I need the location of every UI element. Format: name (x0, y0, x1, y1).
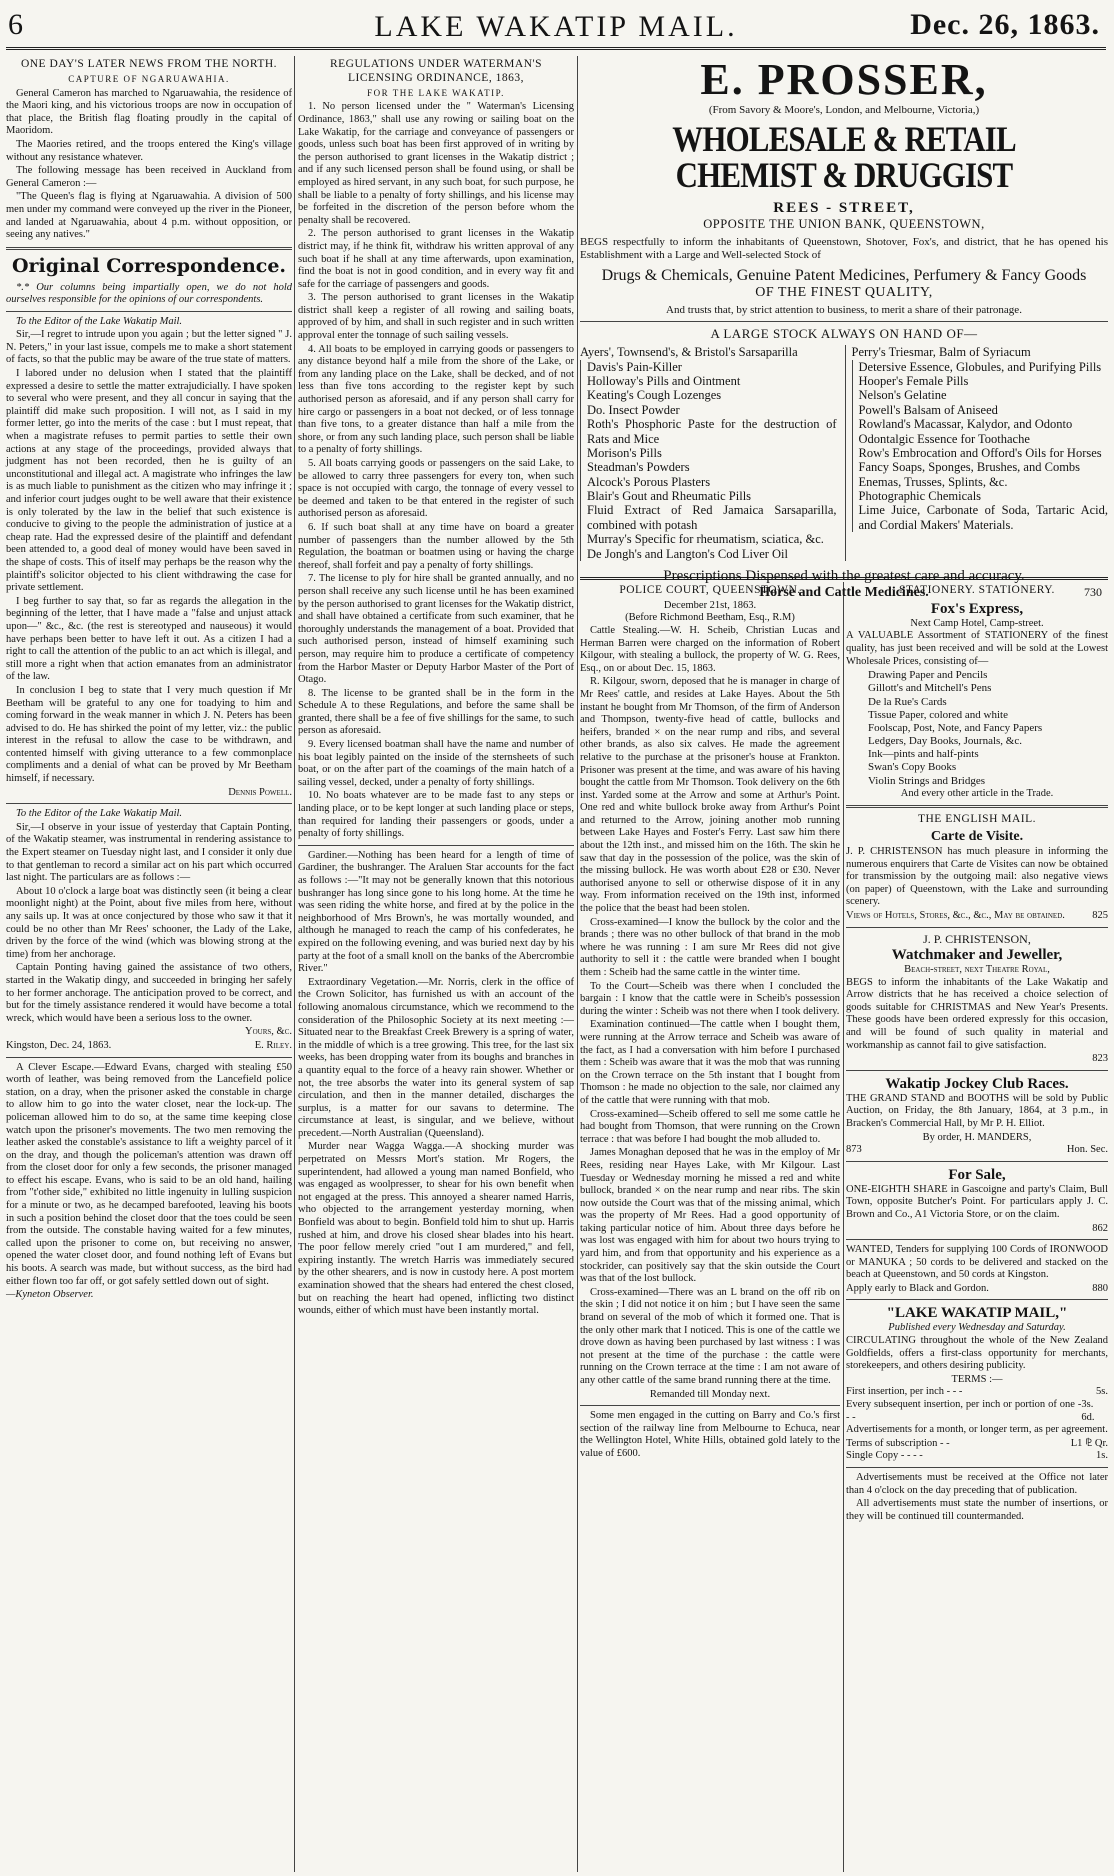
stock-list-right (845, 345, 1109, 561)
stock-item: Perry's Triesmar, Balm of Syriacum (851, 345, 1031, 360)
divider (846, 1161, 1108, 1162)
divider (846, 1299, 1108, 1300)
regulation-item: 5. All boats carrying goods or passengers on the said Lake, to be allowed to carry three passengers for every ton, when such space is not occupied with cargo, the tonnage of every vessel to be deemed and taken to be that entered in the register of such authorised person as aforesaid. (298, 458, 574, 520)
letter-paragraph: I labored under no delusion when I stated that the plaintiff expressed a desire to settle the matter extrajudicially. I have spoken to several who were present, and they all concur in saying that the plaintiff did make such proposition. I will not, as I said in my former letter, go into the merits of the case : but I must repeat, that when a magistrate refuses to permit parties to settle their own actions at any stage of the proceedings, provided always that judgment has not been recorded, then he is guilty of an unconstitutional and illegal act. A magistrate who infringes the law is as much liable to punishment as the citizen who may infringe it ; and inferior court judges ought to be well aware that their existence is only tolerated by the law in the belief that such existence is conducive to giving to the people the administration of justice at a cheap rate. Had the expressed desire of the plaintiff and defendant been attended to, a good deal of money would have been saved in the shape of costs. This of itself may perhaps be the reason why the plaintiff's solicitor objected to his client withdrawing the case for private settlement. (6, 368, 292, 594)
ad-number: 880 (1092, 1282, 1108, 1294)
regulations-headline: REGULATIONS UNDER WATERMAN'S LICENSING ORDINANCE, 1863, (329, 58, 542, 84)
stock-item: Holloway's Pills and Ointment (580, 374, 837, 388)
subscription-price: 1s. (1096, 1450, 1108, 1462)
divider (846, 1467, 1108, 1468)
court-paragraph: Cattle Stealing.—W. H. Scheib, Christian Lucas and Herman Barren were charged on the information of Robert Kilgour, with stealing a bullock, the property of W. G. Rees, Esq., on or about Dec. 15, 1863. (580, 624, 840, 674)
street-name: REES - STREET, (773, 200, 915, 217)
masthead (6, 4, 1106, 50)
court-magistrate: (Before Richmond Beetham, Esq., R.M) (625, 612, 795, 624)
stock-item: Do. Insect Powder (580, 403, 837, 417)
divider (6, 803, 292, 804)
letter-paragraph: In conclusion I beg to state that I very much question if Mr Beetham will be grateful to any one for toadying to him and coming forward in the weak manner in which J. N. Peters has been advised to do. He has shirked the point of my letter, viz.: the public interest in the refusal to allow the case to be withdrawn, and contented himself with giving utterance to a few commonplace compliments and a denial of what can be proved by Mr Beetham himself, if necessary. (6, 684, 292, 785)
watchmaker-title: Watchmaker and Jeweller, (891, 947, 1063, 963)
prescriptions-line: Prescriptions Dispensed with the greatest care and accuracy. (663, 567, 1025, 584)
regulation-item: 9. Every licensed boatman shall have the name and number of his boat legibly painted on the inside of the sternsheets of such boat, or on the after part of the coamings of the main hatch of a sailing vessel, decked, under a penalty of forty shillings. (298, 739, 574, 788)
news-paragraph: The Maories retired, and the troops entered the King's village without any resistance whatever. (6, 138, 292, 163)
divider (6, 1057, 292, 1058)
stationery-item: Swan's Copy Books (868, 761, 957, 774)
issue-date: Dec. 26, 1863. (910, 8, 1100, 41)
court-paragraph: Cross-examined—There was an L brand on the off rib on the skin ; I did not notice it on him ; but I have seen the same brand on several of the mob of which it formed one. That is the only other mark that I noticed. This is one of the cattle we drove down as having been purchased by last witness : I was not present at the time of the purchase : the cattle were running on the Crown terrace at the time : I am not aware of any other cattle of the same brand running there at the time. (580, 1286, 840, 1387)
ad-number: 730 (1084, 584, 1102, 599)
news-paragraph: General Cameron has marched to Ngaruawahia, the residence of the Maori king, and his victorious troops are now in occupation of that place, the British flag floating proudly in the capital of Maoridom. (6, 87, 292, 137)
court-paragraph: Examination continued—The cattle when I bought them, were running at the Arrow terrace and Scheib was aware of the fact, as I had a conversation with him before I purchased them : Scheib was aware that it was the mob that was running on the Crown terrace on the 5th instant that I bought from Thomson : he made no objection to the sale, nor claimed any of the cattle that were running with that mob. (580, 1019, 840, 1106)
stock-item: Hooper's Female Pills (852, 374, 1109, 388)
divider (580, 1405, 840, 1406)
stock-item: Murray's Specific for rheumatism, sciatica, &c. (580, 532, 837, 546)
jockey-secretary: Hon. Sec. (1066, 1144, 1108, 1156)
stock-list (580, 345, 1108, 561)
column-rule (577, 56, 578, 1872)
wanted-text: WANTED, Tenders for supplying 100 Cords of IRONWOOD or MANUKA ; 50 cords to be delivered and stacked on the beach at Queenstown, and 50 cords at Kingston. (846, 1244, 1108, 1281)
stationery-item: De la Rue's Cards (868, 695, 947, 708)
column-1 (6, 56, 292, 1872)
terms-price: 5s. (1096, 1386, 1108, 1398)
letter-paragraph: Captain Ponting having gained the assistance of two others, started in the Wakatip dingy, and succeeded in bringing her safely to her former anchorage. The anticipation proved to be correct, and but for the timely assistance rendered it would have become a total wreck, which would have been a serious loss to the owner. (6, 962, 292, 1024)
page-number: 6 (8, 8, 23, 41)
escape-source: —Kyneton Observer. (6, 1289, 94, 1301)
news-item: Extraordinary Vegetation.—Mr. Norris, clerk in the office of the Crown Solicitor, has furnished us with an account of the following anomalous circumstance, which we recommend to the consideration of the Philosophic Society at its next meeting :—Situated near to the Breakfast Creek Brewery is a spring of water, in the middle of which is a tree growing. This tree, for the last six weeks, has been dropping water from its boughs and branches in a quantity equal to the force of a heavy rain shower. Whether or not, the tree absorbs the water into its general system of sap circulation, and then in the manner detailed, discharges the surplus, is a matter for our savans to determine. The circumstance at least, is singular, and we believe, without precedent.—North Australian (Queensland). (298, 976, 574, 1139)
deadline-note: Advertisements must be received at the Office not later than 4 o'clock on the day preceding that of publication. (846, 1472, 1108, 1496)
stock-item: Powell's Balsam of Aniseed (852, 403, 1109, 417)
stock-item: Roth's Phosphoric Paste for the destruction of Rats and Mice (580, 417, 837, 446)
newspaper-title: LAKE WAKATIP MAIL. (374, 10, 738, 43)
escape-paragraph: A Clever Escape.—Edward Evans, charged with stealing £50 worth of leather, was being removed from the Lancefield police station, on a dray, when the prisoner asked the constable in charge to allow him to go into the water closet, near the lock-up. The policeman allowed him to do so, at the same time keeping close watch upon the prisoner's movements. The two men removing the leather asked the constable's assistance to lift a weighty parcel of it on the dray, and though the policeman's attention was drawn off from the closet door for only a few seconds, the prisoner managed to effect his escape. Evans, who is said to be an old hand, hailing from "t'other side," exhibited no little ingenuity in lulling suspicion for a minute or two, as he decamped barefooted, leaving his boots in such a position behind the closet door that the toes could be seen from the outside. The constable having waited for a few minutes, called upon the prisoner to come on, but receiving no answer, opened the water closet door, and found nothing left of Evans but his boots. A search was made, but without success, as the bird had either flown too far off, or got safely settled down out of sight. (6, 1061, 292, 1287)
regulations-subheadline: FOR THE LAKE WAKATIP. (367, 87, 505, 98)
terms-label: First insertion, per inch - - - (846, 1386, 963, 1398)
stationery-item: Tissue Paper, colored and white (868, 708, 1008, 721)
carte-views-row (846, 910, 1108, 923)
letter-paragraph: I beg further to say that, so far as regards the allegation in the beginning of the letter, that I have made a "false and unjust attack upon—" &c., &c. (the rest is stereotyped and nauseous) it would have perhaps been better to have left it out. As a citizen I had a right to call the attention of the public to an act which is illegal, and still more a right when that action emanates from an administrator of the law. (6, 595, 292, 683)
stock-item: De Jongh's and Langton's Cod Liver Oil (580, 547, 837, 561)
mail-title: "LAKE WAKATIP MAIL," (886, 1305, 1068, 1322)
trade-title: WHOLESALE & RETAIL CHEMIST & DRUGGIST (672, 119, 1016, 196)
wanted-apply: Apply early to Black and Gordon. (846, 1282, 989, 1294)
stock-list-left (580, 345, 837, 561)
news-headline: ONE DAY'S LATER NEWS FROM THE NORTH. (20, 58, 278, 70)
stock-item: Photographic Chemicals (852, 489, 1109, 503)
court-remand: Remanded till Monday next. (649, 1388, 771, 1400)
carte-text: J. P. CHRISTENSON has much pleasure in informing the numerous enquirers that Carte de Visites can now be obtained for transmission by the outgoing mail: also negative views (on paper) of Queenstown, with the Lake and surrounding scenery. (846, 846, 1108, 908)
ad-intro: BEGS respectfully to inform the inhabitants of Queenstown, Shotover, Fox's, and district, that he has opened his Establishment with a Large and Well-selected Stock of (580, 236, 1108, 262)
ad-number: 873 (846, 1144, 862, 1156)
letter-closing: Yours, &c. (245, 1026, 292, 1038)
mail-publication: Published every Wednesday and Saturday. (888, 1322, 1066, 1334)
sale-title: For Sale, (948, 1166, 1006, 1183)
court-paragraph: Cross-examined—I know the bullock by the color and the brands ; there was no other bullock of that brand in the mob where he was running : I am sure Mr Rees did not give authority to sell it : the cattle were branded when I bought them : Scheib had the same cattle in the winter time. (580, 916, 840, 979)
stock-item: Row's Embrocation and Offord's Oils for Horses (852, 446, 1109, 460)
court-paragraph: R. Kilgour, sworn, deposed that he is manager in charge of Mr Rees' cattle, and resides at Lake Hayes. About the 5th instant he bought from Mr Thomson, of the firm of Anderson and Thompson, twenty-five head of cattle, bullocks and heifers, branded × on the near rump and ribs, and several other brands, as also six calves. He made the agreement relative to the purchase at the prisoner's house at Frankton. Prisoner was present at the time, and was aware of his having bought the cattle from Mr Thomson. Took delivery on the 6th inst. Yarded some at the Arrow and some at Arthur's Point. One red and white bullock broke away from Arthur's Point and returned to the Arrow, joining another mob running between Lake Hayes and Foster's Ferry. Last saw him there about the 12th inst., and missed him on the 16th. The skin he saw that day in the possession of the police, was the skin of the missing bullock. He was worth about £28 or £30. Never authorised anyone to sell or otherwise dispose of it in any way. From information received on the 19th inst, informed the police that the beast had been stolen. (580, 676, 840, 915)
stock-item: Rowland's Macassar, Kalydor, and Odonto (852, 417, 1109, 431)
insertions-note: All advertisements must state the number of insertions, or they will be continued till countermanded. (846, 1498, 1108, 1522)
english-mail-heading: THE ENGLISH MAIL. (917, 813, 1037, 826)
court-headline: POLICE COURT, QUEENSTOWN. (619, 584, 801, 596)
news-paragraph: The following message has been received in Auckland from General Cameron :— (6, 165, 292, 189)
divider (580, 321, 1108, 322)
letter-paragraph: Sir,—I regret to intrude upon you again ; but the letter signed " J. N. Peters," in your last issue, compels me to make a short statement of facts, so that the public may be aware of the true state of matters. (6, 329, 292, 366)
column-4 (846, 582, 1108, 1872)
terms-price: 3s. 6d. (1081, 1399, 1095, 1423)
court-paragraph: Cross-examined—Scheib offered to sell me some cattle he had bought from Thomson, that were running on the Crown terrace : that was before I had bought the mob alluded to. (580, 1108, 840, 1145)
column-rule (294, 56, 295, 1872)
stock-item: Steadman's Powders (580, 460, 837, 474)
carte-views: Views of Hotels, Stores, &c., &c., May be obtained. (846, 910, 1065, 922)
regulation-item: 3. The person authorised to grant licenses in the Wakatip district shall keep a register of all rowing and sailing boats, approved of by him, and shall in such register and in such written approval enter the tonnage of such sailing vessels. (298, 292, 574, 342)
stationery-item: Ink—pints and half-pints (868, 748, 979, 761)
court-paragraph: To the Court—Scheib was there when I concluded the bargain : I know that the cattle were in Scheib's possession during the winter : Scheib was not there when I took delivery. (580, 980, 840, 1017)
advertiser-origin: (From Savory & Moore's, London, and Melbourne, Victoria,) (708, 104, 980, 116)
jockey-by: By order, H. MANDERS, (922, 1131, 1032, 1143)
terms-row (846, 1386, 1108, 1399)
subscription-label: Single Copy - - - - (846, 1450, 923, 1462)
subscription-row (846, 1438, 1108, 1451)
stationery-item: Ledgers, Day Books, Journals, &c. (868, 735, 1022, 748)
letter-salutation: To the Editor of the Lake Wakatip Mail. (16, 315, 183, 327)
regulation-item: 7. The license to ply for hire shall be granted annually, and no person shall receive any such license until he has been examined by the person authorised to grant licenses for the Wakatip district, and shall have obtained a certificate from such examiner, that he thoroughly understands the management of a boat. Provided that such authorised person, instead of himself examining such person, may require him to produce a certificate of competency from the Harbor Master or Deputy Harbor Master of the Port of Otago. (298, 573, 574, 686)
foxs-intro: A VALUABLE Assortment of STATIONERY of the finest quality, has just been received and will be sold at the Lowest Wholesale Prices, consisting of— (846, 630, 1108, 667)
divider (6, 311, 292, 312)
foxs-end: And every other article in the Trade. (900, 787, 1054, 799)
letter-signature: E. Riley. (254, 1039, 292, 1051)
terms-label: Every subsequent insertion, per inch or portion of one - - - (846, 1399, 1082, 1423)
stationery-heading: STATIONERY. STATIONERY. (899, 584, 1055, 596)
stationery-item: Foolscap, Post, Note, and Fancy Papers (868, 721, 1043, 734)
regulation-item: 8. The license to be granted shall be in the form in the Schedule A to these Regulations, and before the same shall be granted, there shall be a fee of five shillings for the same, to such person as aforesaid. (298, 687, 574, 737)
mail-text: CIRCULATING throughout the whole of the New Zealand Goldfields, offers a first-class opportunity for merchants, storekeepers, and others desiring publicity. (846, 1335, 1108, 1372)
regulation-item: 2. The person authorised to grant licenses in the Wakatip district may, if he think fit, withdraw his written approval of any such boat if he shall at any time afterwards, upon examination, find the boat is not in good condition, and in every way fit and safe for the carriage of passengers and goods. (298, 228, 574, 290)
court-paragraph: James Monaghan deposed that he was in the employ of Mr Rees, residing near Hayes Lake, with Mr Kilgour. Last Tuesday or Wednesday morning he missed a red and white bullock, branded × on the near rump and near ribs. The skin now outside the Court was that of the missing animal, which was the property of Mr Rees. Had a good opportunity of taking particular notice of him. About three days before he was lost was engaged with him for about two hours trying to yard him, and from that opportunity and his experience as a stockrider, can positively say that the skin outside the Court was that of the lost bullock. (580, 1147, 840, 1285)
disclaimer: *.* Our columns being impartially open, we do not hold ourselves responsible for the opinions of our correspondents. (6, 281, 292, 306)
stationery-list (868, 669, 1108, 788)
divider (846, 927, 1108, 928)
wanted-apply-row (846, 1283, 1108, 1296)
divider (846, 805, 1108, 808)
ad-number: 825 (1092, 910, 1108, 922)
watchmaker-address: Beach-street, next Theatre Royal, (904, 964, 1050, 975)
news-subheadline: CAPTURE OF NGARUAWAHIA. (68, 73, 230, 84)
stock-item: Morison's Pills (580, 446, 837, 460)
watchmaker-text: BEGS to inform the inhabitants of the Lake Wakatip and Arrow districts that he has received a choice selection of goods suitable for CHRISTMAS and New Year's Presents. These goods have been ordered expressly for this occasion, and will be found of such quality in material and workmanship as cannot fail to give satisfaction. (846, 976, 1108, 1051)
stock-item: Blair's Gout and Rheumatic Pills (580, 489, 837, 503)
quality-line: OF THE FINEST QUALITY, (755, 284, 933, 300)
letter-signoff (6, 1040, 292, 1053)
regulation-item: 4. All boats to be employed in carrying goods or passengers to any distance beyond half a mile from the shore of the Lake, or from any landing place on the Lake, shall be decked, and of not less than five tons according to the register kept by such authorised person as aforesaid, and if any person shall carry for hire cargo or passengers in a boat not decked, or of less tonnage than five tons, to a greater distance than half a mile from the shore, or from any such landing place, such person shall be liable to a penalty of forty shillings. (298, 343, 574, 456)
stock-item: Davis's Pain-Killer (580, 360, 837, 374)
letter-place-date: Kingston, Dec. 24, 1863. (6, 1039, 112, 1051)
foxs-title: Fox's Express, (930, 600, 1024, 617)
jockey-title: Wakatip Jockey Club Races. (885, 1075, 1069, 1092)
subscription-price: L1 ⅊ Qr. (1070, 1437, 1108, 1449)
divider (298, 845, 574, 846)
column-3 (580, 582, 840, 1872)
terms-heading: TERMS :— (951, 1373, 1003, 1385)
stationery-item: Drawing Paper and Pencils (868, 669, 988, 682)
trusts-line: And trusts that, by strict attention to business, to merit a share of their patronage. (666, 303, 1022, 316)
stock-item: Detersive Essence, Globules, and Purifying Pills (852, 360, 1109, 374)
news-paragraph: "The Queen's flag is flying at Ngaruawahia. A division of 500 men under my command were conveyed up the river in the Pioneer, and landed at Ngaruawahia, about 4 p.m. without opposition, or seeing any natives." (6, 191, 292, 241)
address-line: OPPOSITE THE UNION BANK, QUEENSTOWN, (703, 217, 985, 232)
carte-title: Carte de Visite. (930, 829, 1024, 845)
news-item: Gardiner.—Nothing has been heard for a length of time of Gardiner, the bushranger. The Araluen Star accounts for the fact as follows :—"It may not be generally known that this notorious bushranger has long since gone to his long home. At the time he was seen riding the white horse, and fired at by the police in the neighborhood of Mrs Brown's, he was mortally wounded, and although he managed to reach the camp of his confederates, he expired on the following evening, and was buried next day by his party at the foot of a small knoll on the banks of the Abercrombie River." (298, 849, 574, 975)
terms-note: Advertisements for a month, or longer term, as per agreement. (846, 1424, 1108, 1436)
regulation-item: 1. No person licensed under the " Waterman's Licensing Ordinance, 1863," shall use any rowing or sailing boat on the Lake Wakatip, for the carriage and conveyance of passengers or goods, unless such boat has been first approved of in writing by the person authorised to grant licenses in the Wakatip district ; and if any such licensed person shall be found using, or shall be employed as hired servant, in any such boat, for such purpose, he shall be liable to a penalty of forty shillings, and his license may be forfeited in the discretion of the person before whom the penalty shall be recovered. (298, 101, 574, 226)
divider (6, 247, 292, 250)
advertiser-name: E. PROSSER, (700, 55, 988, 104)
jockey-text: THE GRAND STAND and BOOTHS will be sold by Public Auction, on Friday, the 8th January, 1864, at 3 p.m., in Bracken's Commercial Hall, by Mr P. H. Elliot. (846, 1092, 1108, 1129)
stock-item: Odontalgic Essence for Toothache (852, 432, 1109, 446)
drugs-line: Drugs & Chemicals, Genuine Patent Medicines, Perfumery & Fancy Goods (601, 266, 1087, 284)
column-2 (298, 56, 574, 1872)
correspondence-heading: Original Correspondence. (11, 254, 287, 277)
letter-paragraph: About 10 o'clock a large boat was distinctly seen (it being a clear moonlight night) at the Point, about five miles from here, without any sails up. It was at once conjectured by those who saw it that it could be no other than Mr Rees' schooner, the Lady of the Lake, driven by the force of the wind (which was blowing strong at the time) from her anchorage. (6, 885, 292, 960)
railway-paragraph: Some men engaged in the cutting on Barry and Co.'s first section of the railway line from Melbourne to Echuca, near the Wellington Hotel, White Hills, obtained gold lately to the value of £600. (580, 1410, 840, 1459)
stock-item: Fancy Soaps, Sponges, Brushes, and Combs (852, 460, 1109, 474)
letter-paragraph: Sir,—I observe in your issue of yesterday that Captain Ponting, of the Wakatip steamer, was instrumental in rendering assistance to the Expert steamer on Tuesday night last, and I consider it only due to that gentleman to record a similar act on his part which occurred last night. The particulars are as follows :— (6, 821, 292, 884)
horse-text: Horse and Cattle Medicines. (759, 584, 929, 600)
news-item: Murder near Wagga Wagga.—A shocking murder was perpetrated on Messrs Mort's station. Mr Rogers, the superintendent, had allowed a young man named Bonfield, who was engaged as woolpresser, to shear for his own benefit when not engaged at the press. This annoyed a shearer named Harris, who objected to the arrangement yesterday morning, when Bonfield was about to begin. Bonfield told him to shut up. Harris rushed at him, and drove his closed shear blades into his heart. The poor fellow merely cried "out I am murdered," and fell, expiring instantly. The wretch Harris was immediately secured by the other shearers, and is now in custody here. A post mortem examination showed that the shears had entered the chest closed, but on reaching the heart had opened, inflicting two distinct wounds, either of which must have been instantly mortal. (298, 1141, 574, 1317)
regulation-item: 10. No boats whatever are to be made fast to any steps or landing place, or to be kept longer at such landing place or steps, than required for landing their passengers or goods, under a penalty of forty shillings. (298, 790, 574, 840)
stock-item: Keating's Cough Lozenges (580, 388, 837, 402)
stock-item: Ayers', Townsend's, & Bristol's Sarsaparilla (580, 345, 798, 360)
jockey-sign-row (846, 1144, 1108, 1157)
letter-salutation: To the Editor of the Lake Wakatip Mail. (16, 808, 183, 820)
stock-item: Fluid Extract of Red Jamaica Sarsaparilla, combined with potash (580, 503, 837, 532)
foxs-address: Next Camp Hotel, Camp-street. (910, 617, 1044, 629)
divider (846, 1239, 1108, 1240)
sale-text: ONE-EIGHTH SHARE in Gascoigne and party's Claim, Bull Town, opposite Butcher's Point. For particulars apply J. C. Brown and Co., A1 Victoria Store, or on the claim. (846, 1183, 1108, 1220)
stationery-item: Violin Strings and Bridges (868, 774, 985, 787)
sale-number-row (846, 1223, 1108, 1236)
stock-heading: A LARGE STOCK ALWAYS ON HAND OF— (710, 325, 978, 341)
regulation-item: 6. If such boat shall at any time have on board a greater number of passengers than the number allowed by the 5th Regulation, the boatman or boatmen using or having the charge thereof, shall forfeit and pay a penalty of forty shillings. (298, 521, 574, 571)
terms-row (846, 1399, 1108, 1424)
stationery-item: Gillott's and Mitchell's Pens (868, 682, 992, 695)
stock-item: Nelson's Gelatine (852, 388, 1109, 402)
watchmaker-number-row (846, 1053, 1108, 1066)
ad-number: 862 (1092, 1222, 1108, 1234)
subscription-row (846, 1450, 1108, 1463)
column-rule (843, 582, 844, 1872)
court-date: December 21st, 1863. (663, 599, 757, 611)
stock-item: Enemas, Trusses, Splints, &c. (852, 475, 1109, 489)
subscription-label: Terms of subscription - - (846, 1437, 950, 1449)
stock-item: Lime Juice, Carbonate of Soda, Tartaric Acid, and Cordial Makers' Materials. (852, 503, 1109, 532)
stock-item: Alcock's Porous Plasters (580, 475, 837, 489)
letter-signature: Dennis Powell. (228, 786, 292, 798)
divider (846, 1070, 1108, 1071)
ad-number: 823 (1092, 1053, 1108, 1065)
watchmaker-name: J. P. CHRISTENSON, (923, 931, 1031, 946)
